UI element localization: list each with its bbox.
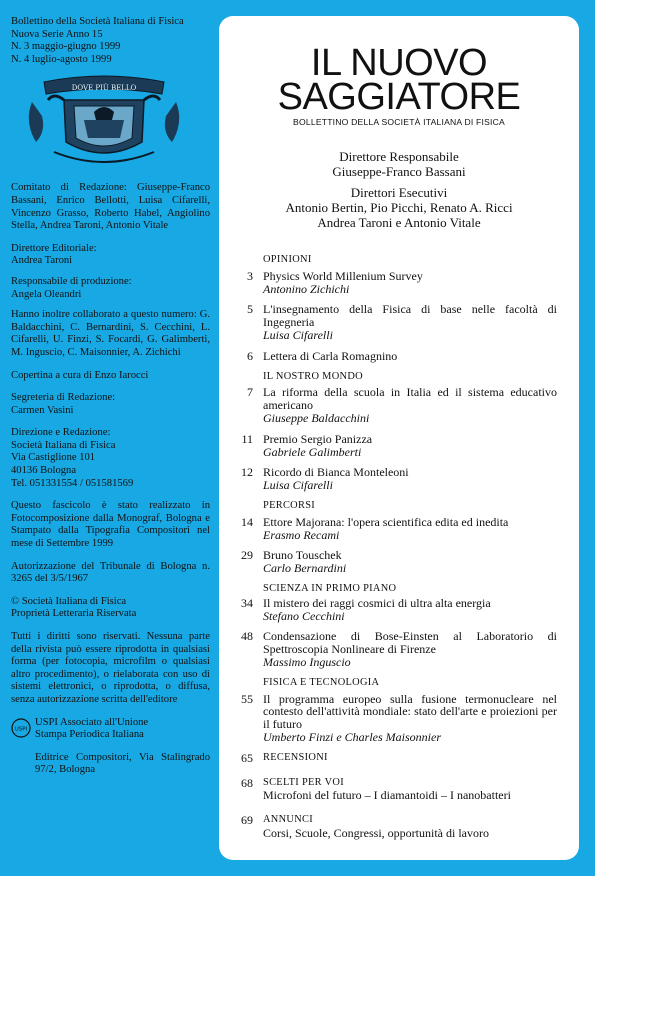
publisher-note: Editrice Compositori, Via Stalingrado 97/2, Bologna: [35, 751, 210, 776]
address-line: Direzione e Redazione:: [11, 427, 111, 439]
toc-page-number: 55: [241, 691, 253, 706]
toc-page-number: 12: [241, 465, 253, 480]
address-line: Tel. 051331554 / 051581569: [11, 477, 134, 489]
address-line: Via Castiglione 101: [11, 452, 96, 464]
director-name: Giuseppe-Franco Bassani: [332, 164, 466, 179]
toc-page-number: 34: [241, 595, 253, 610]
toc-entry-author: Gabriele Galimberti: [263, 444, 362, 459]
address-line: 40136 Bologna: [11, 465, 77, 477]
toc-entry[interactable]: [231, 350, 557, 363]
court-authorization: Autorizzazione del Tribunale di Bologna n. 3265 del 3/5/1967: [11, 560, 210, 585]
toc-entry[interactable]: [231, 303, 557, 341]
uspi-line: Stampa Periodica Italiana: [35, 729, 144, 741]
section-heading: FISICA E TECNOLOGIA: [263, 676, 380, 688]
uspi-logo-text: USPI: [14, 726, 28, 733]
production-manager-name: Angela Oleandri: [11, 288, 82, 300]
toc-entry-title: Corsi, Scuole, Congressi, opportunità di lavoro: [263, 825, 489, 840]
section-heading: ANNUNCI: [263, 814, 314, 826]
toc-page-number: 5: [247, 302, 253, 317]
uspi-block: [11, 717, 210, 742]
section-heading: PERCORSI: [263, 499, 316, 511]
toc-section-fisica-e-tecnologia: [231, 677, 557, 744]
toc-entry-title: L'insegnamento della Fisica di base nelle facoltà di Ingegneria: [263, 302, 557, 330]
toc-section-opinioni: [231, 254, 557, 363]
toc-entry[interactable]: [231, 693, 557, 744]
colophon-sidebar: [11, 16, 210, 787]
toc-entry-title: Lettera di Carla Romagnino: [263, 348, 398, 363]
toc-page-number: 48: [241, 629, 253, 644]
cover-credit: Copertina a cura di Enzo Iarocci: [11, 369, 149, 381]
executive-directors-label: Direttori Esecutivi: [350, 185, 448, 200]
masthead-line: Nuova Serie Anno 15: [11, 28, 103, 40]
rights-notice: Tutti i diritti sono riservati. Nessuna parte della rivista può essere riprodotta in qualsiasi forma (per fotocopia, microfilm o qualsiasi altro procedimento), o rielaborata con uso di sistemi elettronici, o riprodotta, o diffusa, senza autorizzazione scritta dell'editore: [11, 631, 210, 705]
toc-page-number: 69: [241, 813, 253, 828]
toc-page-number: 3: [247, 268, 253, 283]
toc-entry-title: Ricordo di Bianca Monteleoni: [263, 465, 409, 480]
toc-entry-author: Luisa Cifarelli: [263, 327, 333, 342]
toc-page-number: 6: [247, 348, 253, 363]
toc-entry-title: Il mistero dei raggi cosmici di ultra alta energia: [263, 595, 491, 610]
toc-entry[interactable]: [231, 597, 557, 623]
director-block: [219, 149, 579, 179]
toc-page-number: 7: [247, 385, 253, 400]
toc-entry[interactable]: [231, 433, 557, 459]
toc-entry-title: Physics World Millenium Survey: [263, 268, 423, 283]
production-note: Questo fascicolo è stato realizzato in Fotocomposizione dalla Monograf, Bologna e Stampato dalla Tipografia Compositori nel mese di Settembre 1999: [11, 500, 210, 550]
toc-entry[interactable]: [231, 516, 557, 542]
address-line: Società Italiana di Fisica: [11, 439, 116, 451]
uspi-line: USPI Associato all'Unione: [35, 716, 149, 728]
journal-title: [219, 42, 579, 118]
copyright-block: [11, 596, 210, 621]
journal-title-line: IL NUOVO: [310, 42, 488, 84]
section-heading: OPINIONI: [263, 254, 312, 265]
section-heading: SCIENZA IN PRIMO PIANO: [263, 582, 397, 594]
toc-page-number: 29: [241, 548, 253, 563]
toc-entry-title: Microfoni del futuro – I diamantoidi – I nanobatteri: [263, 788, 511, 803]
toc-entry[interactable]: [231, 549, 557, 575]
toc-entry-title: Bruno Touschek: [263, 548, 342, 563]
copyright-line: © Società Italiana di Fisica: [11, 595, 127, 607]
secretariat-block: [11, 392, 210, 417]
copyright-line: Proprietà Letteraria Riservata: [11, 608, 137, 620]
table-of-contents: [231, 254, 557, 848]
collaborators-note: Hanno inoltre collaborato a questo numero: G. Baldacchini, C. Bernardini, S. Cecchini, L. Cifarelli, U. Finzi, S. Focardi, G. Galimberti, M. Inguscio, C. Maisonnier, A. Zichichi: [11, 309, 210, 358]
toc-page-number: 11: [241, 431, 253, 446]
toc-entry-author: Giuseppe Baldacchini: [263, 410, 370, 425]
toc-section-percorsi: [231, 500, 557, 575]
toc-page-number: 14: [241, 514, 253, 529]
production-manager-label: Responsabile di produzione:: [11, 275, 132, 287]
director-label: Direttore Responsabile: [339, 149, 459, 164]
secretariat-label: Segreteria di Redazione:: [11, 392, 116, 404]
editorial-director-label: Direttore Editoriale:: [11, 242, 97, 254]
masthead-line: Bollettino della Società Italiana di Fisica: [11, 16, 184, 27]
executive-directors-line: Andrea Taroni e Antonio Vitale: [317, 215, 481, 230]
secretariat-name: Carmen Vasini: [11, 404, 74, 416]
toc-entry-title: Condensazione di Bose-Einsten al Laboratorio di Spettroscopia Nonlineare di Firenze: [263, 629, 557, 657]
toc-entry-author: Massimo Inguscio: [263, 654, 351, 669]
executive-directors-line: Antonio Bertin, Pio Picchi, Renato A. Ricci: [285, 200, 513, 215]
toc-entry-annunci[interactable]: [231, 814, 557, 840]
editorial-director-name: Andrea Taroni: [11, 255, 73, 267]
toc-section-scienza-in-primo-piano: [231, 583, 557, 669]
seal-motto: DOVE PIÙ BELLO: [71, 84, 137, 93]
toc-entry-author: Luisa Cifarelli: [263, 478, 333, 493]
toc-entry[interactable]: [231, 270, 557, 296]
toc-entry-author: Erasmo Recami: [263, 527, 340, 542]
contents-panel: [219, 16, 579, 860]
toc-section-il-nostro-mondo: [231, 371, 557, 492]
masthead-line: N. 4 luglio-agosto 1999: [11, 53, 112, 65]
journal-title-line: SAGGIATORE: [277, 76, 521, 118]
toc-page-number: 65: [241, 750, 253, 765]
toc-entry[interactable]: [231, 386, 557, 424]
toc-entry-scelti-per-voi[interactable]: [231, 777, 557, 803]
uspi-logo-icon: [11, 718, 31, 738]
section-heading: RECENSIONI: [263, 751, 328, 763]
editorial-address: [11, 427, 210, 490]
society-seal-icon: [24, 72, 184, 168]
masthead-lines: [11, 16, 210, 66]
toc-entry-author: Stefano Cecchini: [263, 608, 345, 623]
toc-entry-recensioni[interactable]: [231, 752, 557, 765]
toc-page-number: 68: [241, 775, 253, 790]
toc-entry-author: Carlo Bernardini: [263, 561, 347, 576]
section-heading: IL NOSTRO MONDO: [263, 370, 363, 382]
toc-entry-author: Antonino Zichichi: [263, 281, 350, 296]
toc-entry-title: Premio Sergio Panizza: [263, 431, 373, 446]
toc-entry[interactable]: [231, 466, 557, 492]
toc-entry-title: La riforma della scuola in Italia ed il sistema educativo americano: [263, 385, 557, 413]
toc-entry-title: Il programma europeo sulla fusione termonucleare nel contesto dell'attività mondiale: stato dell'arte e proiezioni per il futuro: [263, 691, 557, 732]
executive-directors-block: [219, 185, 579, 230]
toc-entry[interactable]: [231, 630, 557, 668]
journal-subtitle: BOLLETTINO DELLA SOCIETÀ ITALIANA DI FISICA: [293, 117, 505, 127]
toc-entry-title: Ettore Majorana: l'opera scientifica edita ed inedita: [263, 514, 509, 529]
editorial-director-block: [11, 243, 210, 268]
production-manager-block: [11, 276, 210, 301]
section-heading: SCELTI PER VOI: [263, 776, 344, 788]
editorial-committee: Comitato di Redazione: Giuseppe-Franco Bassani, Enrico Bellotti, Luisa Cifarelli, Vincenzo Grasso, Roberto Habel, Angiolino Stella, Andrea Taroni, Antonio Vitale: [11, 182, 210, 232]
masthead-line: N. 3 maggio-giugno 1999: [11, 41, 121, 53]
toc-entry-author: Umberto Finzi e Charles Maisonnier: [263, 729, 441, 744]
